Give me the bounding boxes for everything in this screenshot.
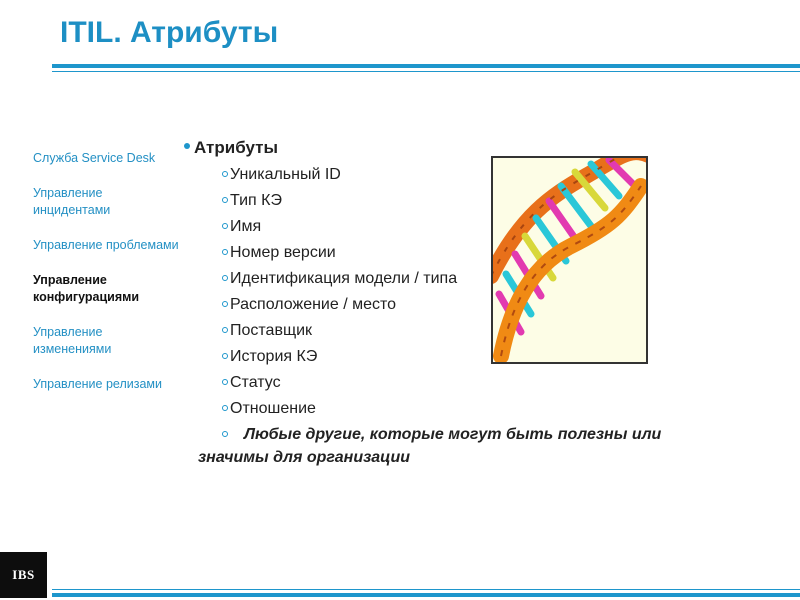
sidebar-item-problem-management[interactable]: Управление проблемами	[33, 238, 179, 252]
list-item	[184, 266, 744, 292]
list-item-label: Идентификация модели / типа	[230, 270, 458, 287]
list-item-label: Статус	[230, 374, 281, 391]
dna-helix-illustration	[491, 156, 648, 364]
list-item-label: Номер версии	[230, 244, 336, 261]
logo-text: IBS	[12, 567, 35, 582]
sidebar-item-service-desk[interactable]: Служба Service Desk	[33, 151, 156, 165]
ring-bullet-icon	[222, 171, 228, 177]
list-item	[184, 396, 744, 422]
list-item	[184, 188, 744, 214]
title-divider	[52, 64, 800, 74]
list-item	[184, 162, 744, 188]
ring-bullet-icon	[222, 197, 228, 203]
attributes-heading: Атрибуты	[194, 138, 278, 157]
ring-bullet-icon	[222, 223, 228, 229]
bullet-dot-icon	[184, 143, 190, 149]
main-bullet	[184, 136, 744, 160]
ring-bullet-icon	[222, 431, 228, 437]
slide-title: ITIL. Атрибуты	[60, 16, 279, 49]
list-item-emphasized	[198, 422, 718, 469]
ring-bullet-icon	[222, 249, 228, 255]
ring-bullet-icon	[222, 275, 228, 281]
list-item	[184, 214, 744, 240]
list-item-label: Уникальный ID	[230, 166, 341, 183]
ring-bullet-icon	[222, 327, 228, 333]
list-item	[184, 344, 744, 370]
sidebar-item-incident-management[interactable]: Управление инцидентами	[33, 186, 111, 217]
content-area	[184, 136, 744, 469]
sidebar-item-release-management[interactable]: Управление релизами	[33, 377, 162, 391]
list-item-label: Отношение	[230, 400, 316, 417]
ibs-logo	[0, 552, 47, 598]
list-item-label: Расположение / место	[230, 296, 397, 313]
list-item-label: История КЭ	[230, 348, 318, 365]
list-item	[184, 240, 744, 266]
list-item	[184, 370, 744, 396]
list-item-label: Имя	[230, 218, 262, 235]
list-item	[184, 292, 744, 318]
sidebar-nav	[33, 150, 183, 411]
sidebar-item-change-management[interactable]: Управление изменениями	[33, 325, 112, 356]
ring-bullet-icon	[222, 353, 228, 359]
ring-bullet-icon	[222, 405, 228, 411]
list-item	[184, 318, 744, 344]
list-item-label: Тип КЭ	[230, 192, 282, 209]
list-item-label: Поставщик	[230, 322, 313, 339]
sidebar-item-configuration-management[interactable]: Управление конфигурациями	[33, 273, 140, 304]
ring-bullet-icon	[222, 379, 228, 385]
list-item-label: Любые другие, которые могут быть полезны или значимы для организации	[198, 426, 662, 466]
ring-bullet-icon	[222, 301, 228, 307]
attribute-list	[184, 162, 744, 469]
footer-divider	[52, 589, 800, 599]
